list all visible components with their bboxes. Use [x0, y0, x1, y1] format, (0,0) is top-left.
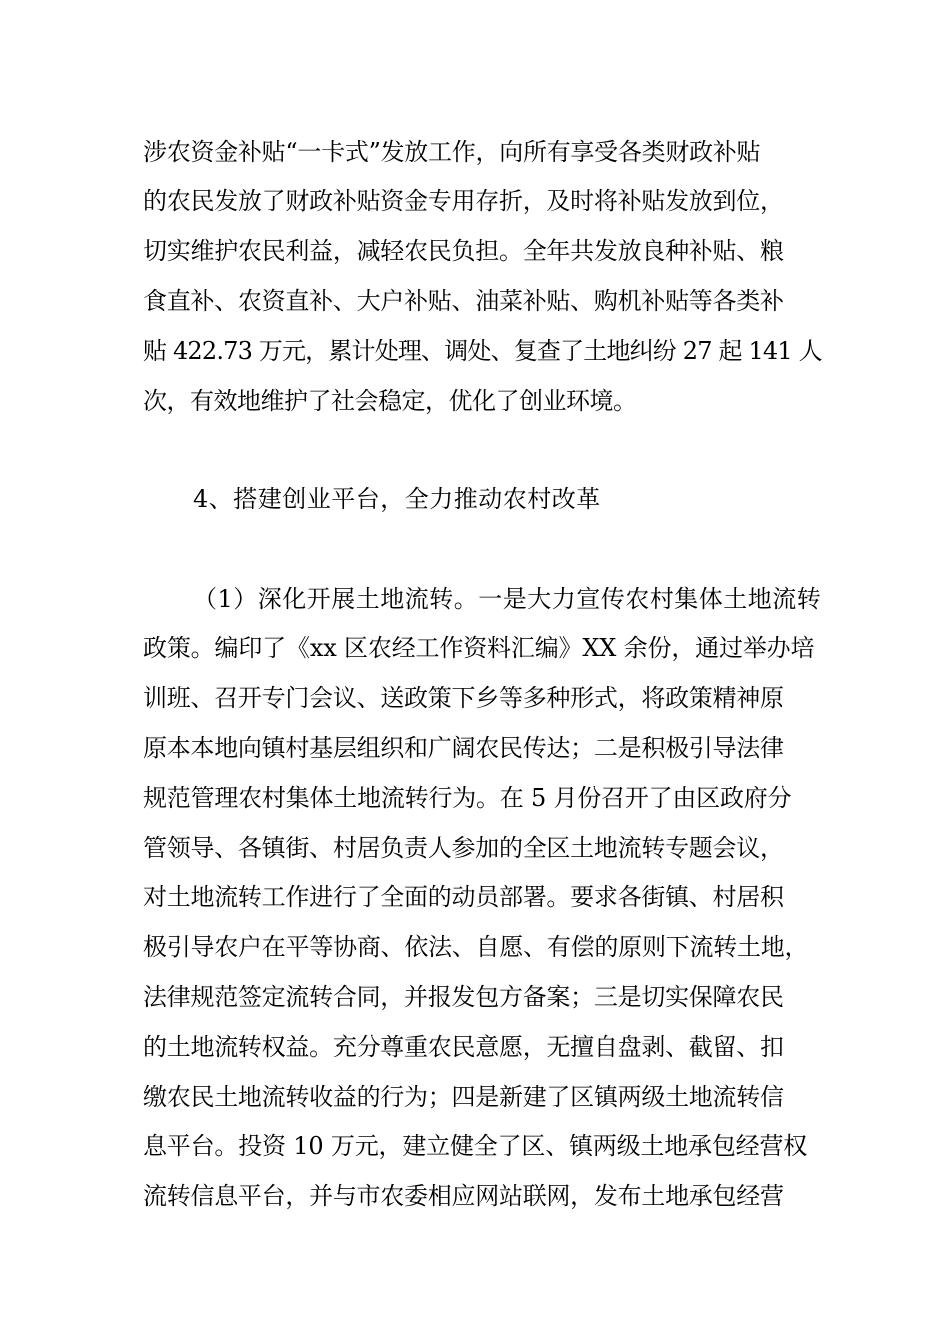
paragraph-2-line-10: 的土地流转权益。充分尊重农民意愿，无擅自盘剥、截留、扣 [143, 1033, 784, 1061]
paragraph-2-line-12: 息平台。投资 10 万元，建立健全了区、镇两级土地承包经营权 [143, 1132, 808, 1160]
paragraph-2-line-13: 流转信息平台，并与市农委相应网站联网，发布土地承包经营 [143, 1182, 784, 1210]
paragraph-1-line-6: 次，有效地维护了社会稳定，优化了创业环境。 [143, 387, 637, 415]
section-heading: 4、搭建创业平台，全力推动农村改革 [193, 485, 601, 513]
paragraph-2-line-5: 规范管理农村集体土地流转行为。在 5 月份召开了由区政府分 [143, 784, 792, 812]
paragraph-2-line-1: （1）深化开展土地流转。一是大力宣传农村集体土地流转 [193, 585, 822, 613]
paragraph-2-line-7: 对土地流转工作进行了全面的动员部署。要求各街镇、村居积 [143, 883, 784, 911]
paragraph-2-line-11: 缴农民土地流转收益的行为；四是新建了区镇两级土地流转信 [143, 1083, 784, 1111]
paragraph-2-line-4: 原本本地向镇村基层组织和广阔农民传达；二是积极引导法律 [143, 734, 784, 762]
paragraph-2-line-3: 训班、召开专门会议、送政策下乡等多种形式，将政策精神原 [143, 684, 784, 712]
paragraph-1-line-1: 涉农资金补贴“一卡式”发放工作，向所有享受各类财政补贴 [143, 138, 761, 166]
paragraph-1-line-5: 贴 422.73 万元，累计处理、调处、复查了土地纠纷 27 起 141 人 [143, 337, 822, 365]
paragraph-1-line-4: 食直补、农资直补、大户补贴、油菜补贴、购机补贴等各类补 [143, 287, 784, 315]
paragraph-2-line-8: 极引导农户在平等协商、依法、自愿、有偿的原则下流转土地， [143, 933, 809, 961]
paragraph-2-line-2: 政策。编印了《xx 区农经工作资料汇编》XX 余份，通过举办培 [143, 634, 815, 662]
paragraph-2-line-6: 管领导、各镇街、村居负责人参加的全区土地流转专题会议， [143, 834, 784, 862]
paragraph-1-line-3: 切实维护农民利益，减轻农民负担。全年共发放良种补贴、粮 [143, 237, 784, 265]
paragraph-1-line-2: 的农民发放了财政补贴资金专用存折，及时将补贴发放到位， [143, 187, 784, 215]
paragraph-2-line-9: 法律规范签定流转合同，并报发包方备案；三是切实保障农民 [143, 983, 784, 1011]
